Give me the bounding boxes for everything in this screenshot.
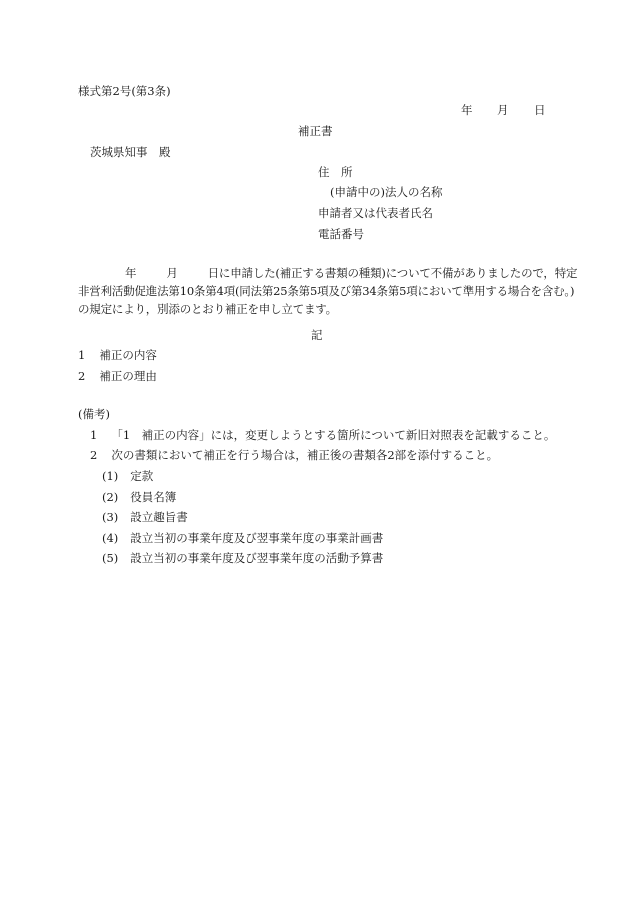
document-label: 定款 — [130, 469, 154, 483]
item-label: 補正の理由 — [99, 369, 157, 383]
date-year: 年 — [461, 103, 473, 117]
addressee: 茨城県知事 殿 — [90, 145, 171, 159]
document-item — [102, 469, 153, 484]
document-item — [102, 531, 383, 546]
document-number: (3) — [102, 510, 119, 524]
remark-note — [90, 428, 555, 443]
note-number: 2 — [90, 448, 98, 462]
ki-label: 記 — [311, 328, 323, 342]
document-number: (5) — [102, 551, 119, 565]
document-item — [102, 490, 176, 505]
remarks-heading: (備考) — [78, 407, 110, 421]
document-number: (1) — [102, 469, 119, 483]
document-number: (2) — [102, 490, 119, 504]
form-label: 様式第2号(第3条) — [78, 84, 171, 98]
list-item — [78, 348, 157, 363]
document-label: 設立当初の事業年度及び翌事業年度の事業計画書 — [130, 531, 384, 545]
item-label: 補正の内容 — [99, 348, 157, 362]
body-month: 月 — [166, 266, 178, 280]
document-item — [102, 551, 383, 566]
document-label: 設立当初の事業年度及び翌事業年度の活動予算書 — [130, 551, 384, 565]
corporation-name-label: (申請中の)法人の名称 — [330, 185, 443, 199]
note-text: 次の書類において補正を行う場合は，補正後の書類各2部を添付すること。 — [111, 448, 499, 462]
body-year: 年 — [125, 266, 137, 280]
date-day: 日 — [534, 103, 546, 117]
note-number: 1 — [90, 428, 98, 442]
document-number: (4) — [102, 531, 119, 545]
document-item — [102, 510, 188, 525]
document-label: 役員名簿 — [130, 490, 177, 504]
document-title: 補正書 — [298, 124, 333, 138]
body-text: 日に申請した(補正する書類の種類)について不備がありましたので，特定非営利活動促進法第10条第4項(同法第25条第5項及び第34条第5項において準用する場合を含む。)の規定により，別添のとおり補正を申し立てます。 — [78, 266, 578, 316]
address-label: 住 所 — [318, 165, 353, 179]
document-label: 設立趣旨書 — [130, 510, 188, 524]
representative-label: 申請者又は代表者氏名 — [318, 206, 433, 220]
note-text: 「1 補正の内容」には，変更しようとする箇所について新旧対照表を記載すること。 — [111, 428, 556, 442]
item-number: 2 — [78, 369, 86, 383]
list-item — [78, 369, 157, 384]
phone-label: 電話番号 — [318, 227, 364, 241]
date-month: 月 — [497, 103, 509, 117]
remark-note — [90, 448, 498, 463]
body-paragraph — [78, 264, 578, 318]
item-number: 1 — [78, 348, 86, 362]
